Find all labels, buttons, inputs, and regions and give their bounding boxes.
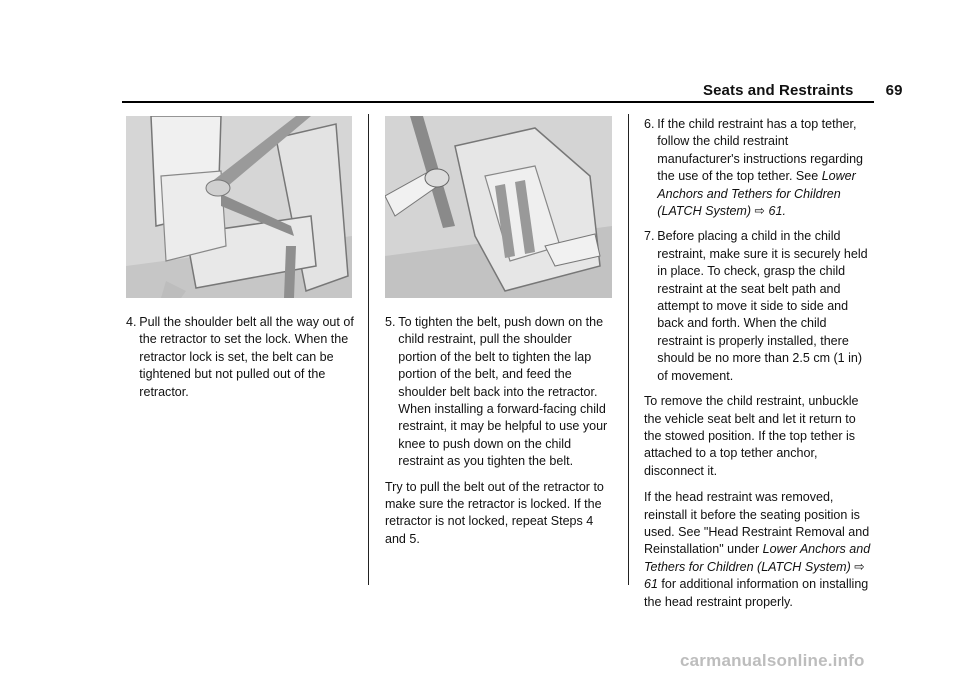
latch-page-ref-2[interactable]: 61 [644,576,658,592]
head-restraint-text-a: If the head restraint was removed, reinstall it before the seating position is used. See "Head Restraint Removal and Reinstallation" under [644,489,870,557]
latch-page-ref[interactable]: 61 [768,203,783,219]
latch-link[interactable]: Lower Anchors and Tethers for Children (LATCH System) [657,168,856,219]
page-number: 69 [885,82,903,99]
step-5-text: To tighten the belt, push down on the child restraint, pull the shoulder portion of the belt to tighten the lap portion of the belt, and feed the shoulder belt back into the retractor. When installing a forward-facing child restraint, it may be helpful to use your knee to push down on the child restraint as you tighten the belt. [398,314,608,469]
step-7-text: Before placing a child in the child restraint, make sure it is securely held in place. To check, grasp the child restraint at the seat belt path and attempt to move it side to side and back and forth. When the child restraint is properly installed, there should be no more than 2.5 cm (1 in) of movement. [657,228,868,383]
step-4 [126,313,354,400]
step-6-number: 6. [644,116,655,131]
step-6: 6. If the child restraint has a top tether, follow the child restraint manufacturer's instructions regarding the use of the top tether. See Lower Anchors and Tethers for Children (LATCH System) ⇨ 61. [644,116,864,219]
step-6-text: If the child restraint has a top tether, follow the child restraint manufacturer's instructions regarding the use of the top tether. See [657,116,864,184]
column-1 [126,313,354,408]
page-header [703,82,903,99]
step-5-number: 5. [385,314,396,329]
column-divider-2 [628,114,629,585]
column-divider-1 [368,114,369,585]
step-7-number: 7. [644,228,655,244]
step-4-number: 4. [126,314,137,329]
latch-link-2[interactable]: Lower Anchors and Tethers for Children (LATCH System) [644,541,871,574]
illustration-tighten-belt [385,116,612,298]
figure-pull-shoulder-belt [126,116,352,298]
page-ref-arrow-icon-2: ⇨ [854,558,865,574]
section-title: Seats and Restraints [703,82,854,99]
remove-restraint-paragraph: To remove the child restraint, unbuckle the vehicle seat belt and let it return to the stowed position. If the top tether is attached to a top tether anchor, disconnect it. [644,393,859,478]
head-restraint-paragraph [644,488,872,610]
step-4-text: Pull the shoulder belt all the way out of the retractor to set the lock. When the retractor lock is set, the belt can be tightened but not pulled out of the retractor. [139,314,354,399]
column-3 [644,115,872,619]
step-5-note: Try to pull the belt out of the retractor to make sure the retractor is locked. If the retractor is not locked, repeat Steps 4 and 5. [385,478,604,546]
header-rule [122,101,874,103]
page-ref-arrow-icon: ⇨ [754,203,766,219]
head-restraint-text-b: for additional information on installing the head restraint properly. [644,576,869,609]
illustration-seat-belt-pull [126,116,352,298]
watermark: carmanualsonline.info [680,651,865,670]
column-2 [385,313,613,556]
step-7 [644,227,872,384]
figure-tighten-belt [385,116,612,298]
step-5 [385,313,613,470]
